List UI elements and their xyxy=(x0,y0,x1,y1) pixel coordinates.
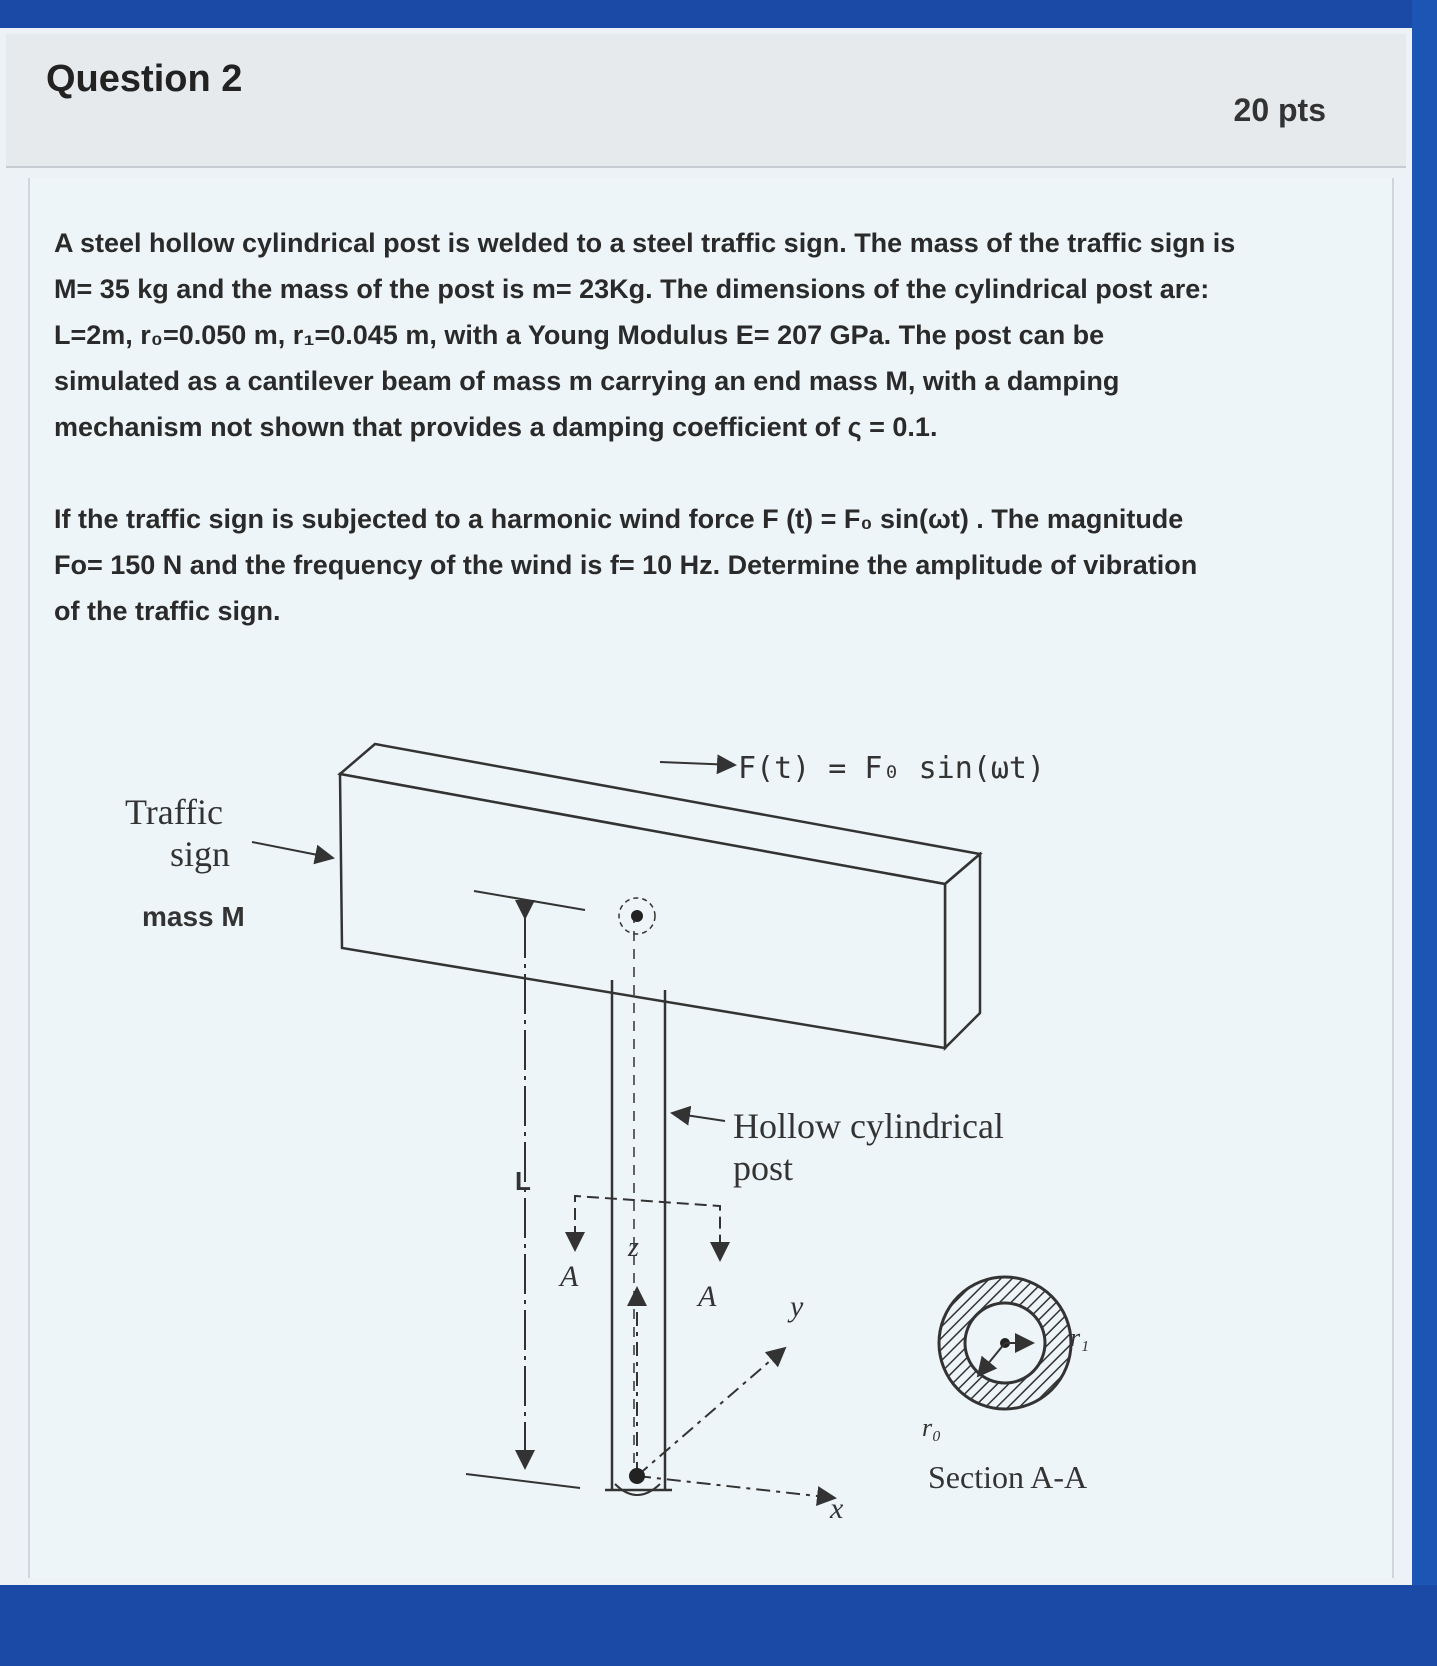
statement-line: A steel hollow cylindrical post is welded to a steel traffic sign. The mass of the traffic sign is xyxy=(54,228,1236,258)
length-label: L xyxy=(515,1166,531,1196)
axis-z-label: z xyxy=(628,1232,639,1263)
question-title: Question 2 xyxy=(46,58,243,100)
sign-label-sign: sign xyxy=(170,834,231,874)
post-pointer-arrow xyxy=(672,1113,725,1121)
mass-label: mass M xyxy=(142,901,245,932)
force-label: F(t) = F₀ sin(ωt) xyxy=(738,751,1046,786)
statement-line: simulated as a cantilever beam of mass m carrying an end mass M, with a damping xyxy=(54,366,1120,396)
coordinate-axes xyxy=(637,1288,835,1498)
traffic-sign-diagram xyxy=(30,178,1392,1578)
statement-line: mechanism not shown that provides a damping coefficient of ς = 0.1. xyxy=(54,412,938,442)
section-marker-left: A xyxy=(560,1260,579,1293)
traffic-sign-box xyxy=(340,744,980,1048)
r1-label: r₁ xyxy=(1070,1323,1090,1352)
force-arrow xyxy=(660,762,735,765)
statement-line: M= 35 kg and the mass of the post is m= 23Kg. The dimensions of the cylindrical post are: xyxy=(54,274,1210,304)
window-top-bar xyxy=(0,0,1437,28)
origin-dot xyxy=(629,1468,645,1484)
section-caption: Section A-A xyxy=(928,1459,1088,1495)
task-line: Fo= 150 N and the frequency of the wind is f= 10 Hz. Determine the amplitude of vibration xyxy=(54,550,1198,580)
task-line: If the traffic sign is subjected to a harmonic wind force F (t) = F₀ sin(ωt) . The magnitude xyxy=(54,504,1184,534)
window-bottom-bar xyxy=(0,1585,1437,1666)
axis-y-label: y xyxy=(790,1290,804,1323)
question-header xyxy=(6,34,1406,168)
window-right-edge xyxy=(1412,0,1437,1666)
statement-line: L=2m, r₀=0.050 m, r₁=0.045 m, with a Young Modulus E= 207 GPa. The post can be xyxy=(54,320,1105,350)
axis-x-label: x xyxy=(830,1492,844,1525)
r0-label: r₀ xyxy=(922,1413,942,1442)
post-top-dot xyxy=(631,910,643,922)
task-line: of the traffic sign. xyxy=(54,596,281,626)
sign-pointer-arrow xyxy=(252,842,333,858)
question-panel xyxy=(0,28,1412,1585)
section-marker-right: A xyxy=(698,1280,717,1313)
post-label-line1: Hollow cylindrical xyxy=(733,1106,1004,1146)
question-body xyxy=(28,178,1394,1578)
post-label-line2: post xyxy=(733,1148,794,1188)
section-cut-line xyxy=(575,1196,720,1260)
cross-section-a-a xyxy=(939,1277,1071,1409)
question-points: 20 pts xyxy=(1233,92,1326,128)
sign-label-traffic: Traffic xyxy=(125,792,223,832)
